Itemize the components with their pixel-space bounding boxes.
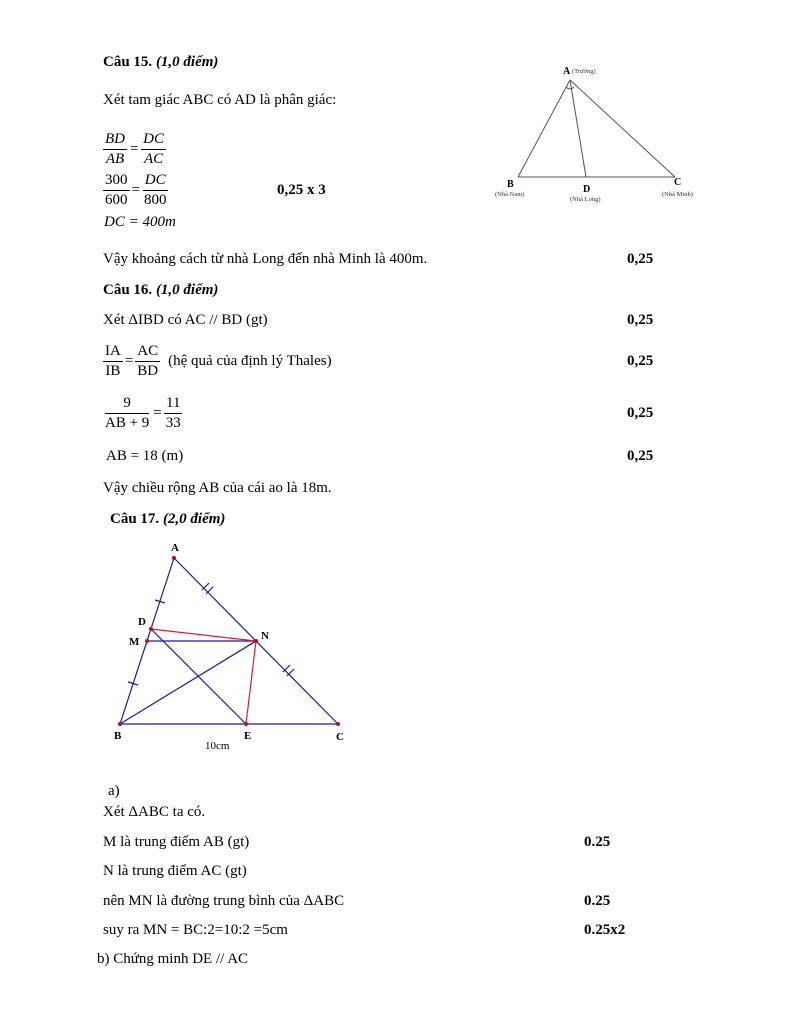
q16-f2-right-num: 11 bbox=[164, 395, 182, 414]
q16-f1-left-num: IA bbox=[103, 343, 123, 362]
q17-points: (2,0 điểm) bbox=[162, 511, 226, 527]
q17-title: Câu 17. bbox=[110, 511, 160, 527]
q16-f1-eq: = bbox=[124, 353, 134, 369]
q15-conclusion: Vậy khoảng cách từ nhà Long đến nhà Minh là 400m. bbox=[103, 251, 428, 267]
q17-a5-score: 0.25x2 bbox=[584, 922, 626, 938]
q17-bc-length: 10cm bbox=[205, 740, 230, 752]
q15-label-B-sub: (Nhà Nam) bbox=[495, 191, 525, 198]
q16-f1-note: (hệ quả của định lý Thales) bbox=[168, 353, 332, 369]
q17-part-a-label: a) bbox=[108, 783, 120, 799]
q15-label-A-sub: (Trường) bbox=[572, 68, 596, 75]
q17-a1: Xét ΔABC ta có. bbox=[103, 804, 206, 820]
q15-label-C-sub: (Nhà Minh) bbox=[662, 191, 693, 198]
q16-f1-right-num: AC bbox=[135, 343, 160, 362]
q15-intro: Xét tam giác ABC có AD là phân giác: bbox=[103, 92, 337, 108]
q16-score1: 0,25 bbox=[627, 312, 654, 328]
q17-label-B: B bbox=[114, 730, 122, 742]
q17-a2-score: 0.25 bbox=[584, 834, 611, 850]
q17-triangle-figure bbox=[100, 536, 370, 758]
q16-f2-eq: = bbox=[153, 405, 162, 421]
q16-f2-right-den: 33 bbox=[165, 415, 181, 431]
q16-fraction-2 bbox=[103, 395, 183, 432]
q16-score3: 0,25 bbox=[627, 405, 654, 421]
q17-a4: nên MN là đường trung bình của ΔABC bbox=[103, 893, 345, 909]
q15-f2-left-num: 300 bbox=[103, 172, 130, 191]
q15-label-A: A bbox=[563, 66, 571, 77]
q17-label-M: M bbox=[129, 636, 140, 648]
q15-f2-left-den: 600 bbox=[105, 192, 128, 208]
q15-f1-right-num: DC bbox=[141, 131, 166, 150]
q15-f2-eq: = bbox=[131, 182, 140, 198]
q15-score-conclusion: 0,25 bbox=[627, 251, 654, 267]
q16-heading bbox=[103, 282, 218, 299]
q16-f2-left-den: AB + 9 bbox=[105, 415, 150, 431]
q16-title: Câu 16. bbox=[103, 282, 153, 298]
q15-f1-right-den: AC bbox=[143, 151, 164, 167]
q17-label-A: A bbox=[171, 542, 179, 554]
q16-conclusion: Vậy chiều rộng AB của cái ao là 18m. bbox=[103, 480, 332, 496]
q15-result: DC = 400m bbox=[104, 214, 176, 230]
q17-label-D: D bbox=[138, 616, 146, 628]
q17-a4-score: 0.25 bbox=[584, 893, 611, 909]
q16-f1-left-den: IB bbox=[105, 363, 121, 379]
q17-label-C: C bbox=[336, 731, 344, 743]
q16-line1: Xét ΔIBD có AC // BD (gt) bbox=[103, 312, 268, 328]
q17-a3: N là trung điểm AC (gt) bbox=[103, 863, 247, 879]
q16-fraction-1 bbox=[103, 343, 332, 380]
q15-label-B: B bbox=[507, 179, 514, 190]
q15-f1-left-num: BD bbox=[103, 131, 127, 150]
q17-a2: M là trung điểm AB (gt) bbox=[103, 834, 250, 850]
q15-f2-right-den: 800 bbox=[143, 192, 167, 208]
q15-label-C: C bbox=[674, 177, 682, 188]
q16-score4: 0,25 bbox=[627, 448, 654, 464]
q15-label-D-sub: (Nhà Long) bbox=[570, 196, 601, 203]
q17-label-E: E bbox=[244, 730, 252, 742]
q15-f1-left-den: AB bbox=[105, 151, 125, 167]
q16-f2-left-num: 9 bbox=[105, 395, 149, 414]
q15-fraction-2 bbox=[103, 172, 168, 209]
q15-f1-eq: = bbox=[129, 141, 140, 157]
q17-heading bbox=[110, 511, 225, 528]
q17-a5: suy ra MN = BC:2=10:2 =5cm bbox=[103, 922, 288, 938]
q15-score-eqs: 0,25 x 3 bbox=[277, 182, 326, 198]
q15-title: Câu 15. bbox=[103, 54, 153, 70]
q17-label-N: N bbox=[261, 630, 269, 642]
q15-triangle-figure bbox=[490, 60, 710, 205]
q15-label-D: D bbox=[583, 184, 591, 195]
q17-part-b: b) Chứng minh DE // AC bbox=[97, 951, 249, 967]
q15-fraction-1 bbox=[103, 131, 166, 168]
q15-f2-right-num: DC bbox=[143, 172, 168, 191]
q16-points: (1,0 điểm) bbox=[155, 282, 219, 298]
q15-points: (1,0 điểm) bbox=[155, 54, 219, 70]
q16-line4: AB = 18 (m) bbox=[106, 448, 184, 464]
q16-f1-right-den: BD bbox=[137, 363, 159, 379]
q15-heading bbox=[103, 54, 218, 71]
q16-score2: 0,25 bbox=[627, 353, 654, 369]
